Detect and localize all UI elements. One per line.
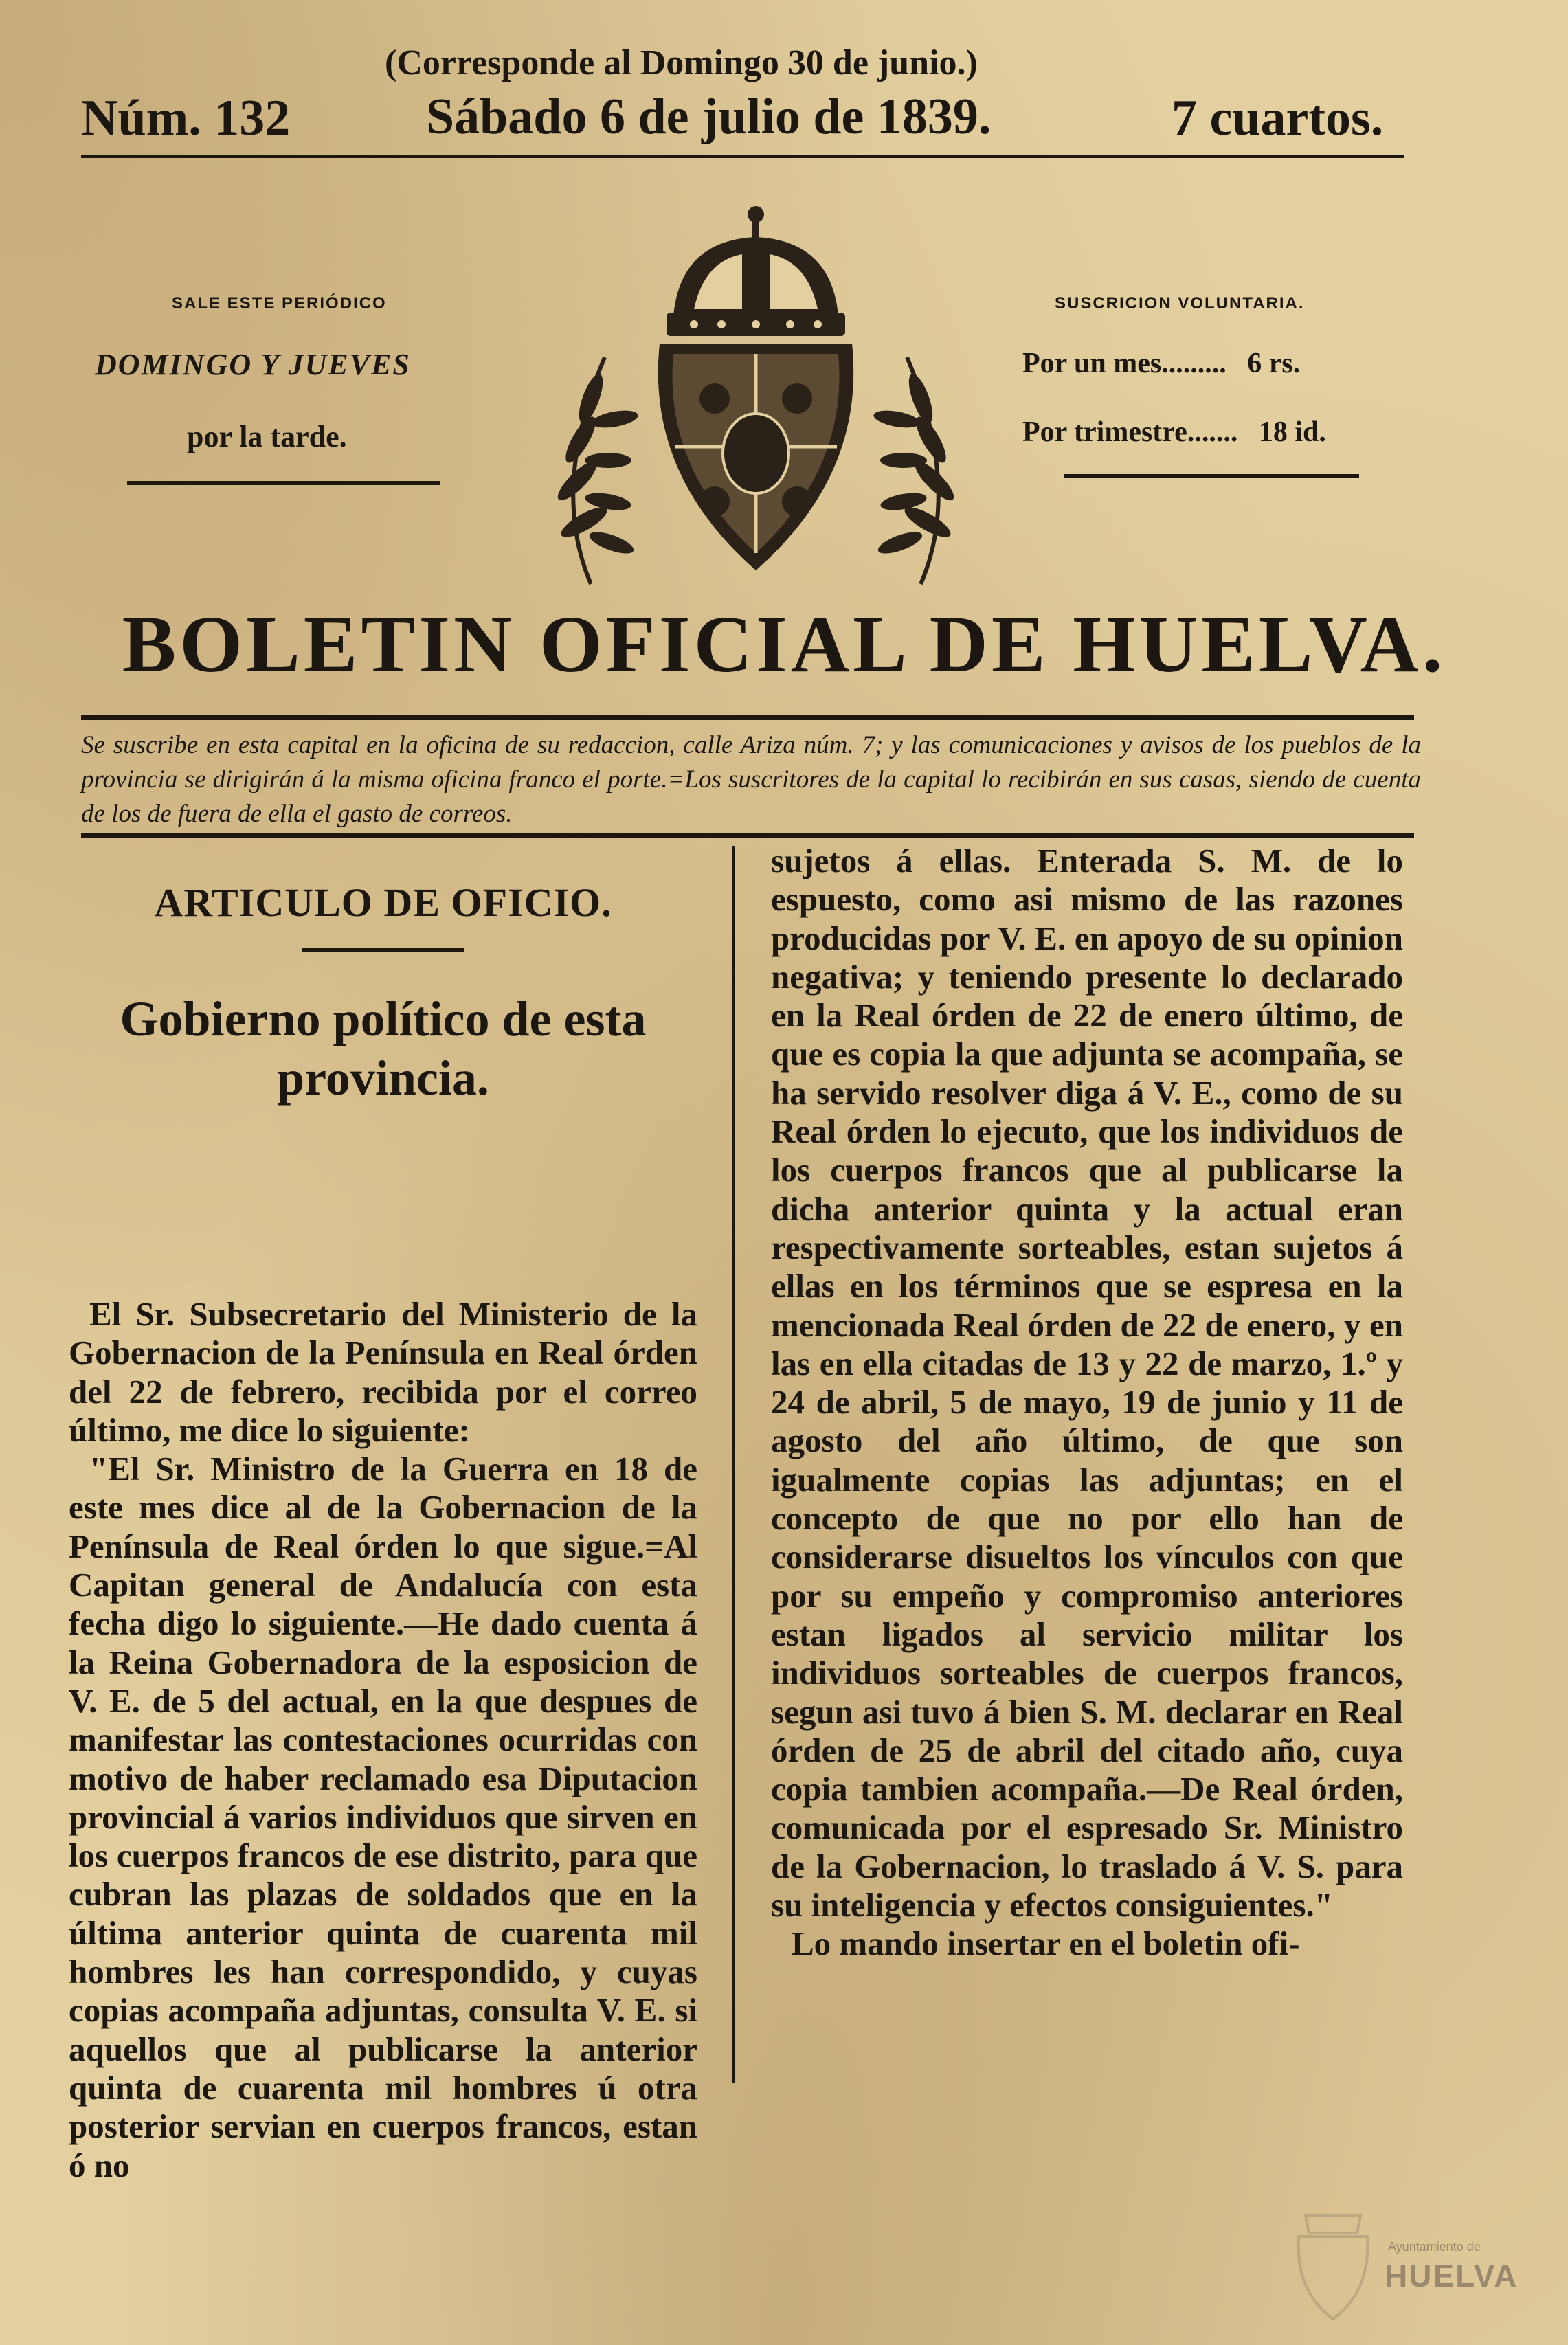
price-quarter-value: 18 id. [1258, 416, 1326, 448]
watermark-subtitle: Ayuntamiento de [1388, 2240, 1481, 2254]
article-rule [302, 948, 464, 952]
paragraph: "El Sr. Ministro de la Guerra en 18 de este mes dice al de la Gobernacion de la Península de Real órden lo que sigue.=Al Capitan general de Andalucía con esta fecha digo lo siguiente.—He dado cuenta á la Reina Gobernadora de la esposicion de V. E. de 5 del actual, en la que despues de manifestar las contestaciones ocurridas con motivo de haber reclamado esa Diputacion provincial á varios individuos que sirven en los cuerpos francos de ese distrito, para que cubran las plazas de soldados que en la última anterior quinta de cuarenta mil hombres les han correspondido, y cuyas copias acompaña adjuntas, consulta V. E. si aquellos que al publicarse la anterior quinta de cuarenta mil hombres ú otra posterior servian en cuerpos francos, estan ó no [69, 1450, 697, 2184]
issue-price: 7 cuartos. [1172, 90, 1384, 146]
section-heading: Gobierno político de esta provincia. [120, 991, 647, 1106]
left-column [69, 1295, 697, 2185]
price-month-label: Por un mes......... [1022, 348, 1227, 379]
issue-date: Sábado 6 de julio de 1839. [426, 89, 992, 145]
header-rule [81, 155, 1404, 158]
price-month-row [1022, 347, 1300, 380]
subscription-notice: Se suscribe en esta capital en la oficina de su redaccion, calle Ariza núm. 7; y las comunicaciones y avisos de los pueblos de la provincia se dirigirán á la misma oficina franco el porte.=Los suscritores de la capital lo recibirán en sus casas, siendo de cuenta de los de fuera de ella el gasto de correos. [81, 731, 1421, 828]
price-month-value: 6 rs. [1247, 348, 1301, 379]
masthead-title: BOLETIN OFICIAL DE HUELVA. [122, 599, 1446, 689]
sale-label: SALE ESTE PERIÓDICO [172, 294, 387, 313]
paragraph: sujetos á ellas. Enterada S. M. de lo espuesto, como asi mismo de las razones producidas por V. E. en apoyo de su opinion negativa; y teniendo presente lo declarado en la Real órden de 22 de enero último, de que es copia la que adjunta se acompaña, se ha servido resolver diga á V. E., como de su Real órden lo ejecuto, que los individuos de los cuerpos francos que al publicarse la dicha anterior quinta y la actual eran respectivamente sorteables, estan sujetos á ellas en los términos que se espresa en la mencionada Real órden de 22 de enero, y en las en ella citadas de 13 y 22 de marzo, 1.º y 24 de abril, 5 de mayo, 19 de junio y 11 de agosto del año último, de que son igualmente copias las adjuntas; en el concepto de que no por ello han de considerarse disueltos los vínculos con que por su empeño y compromiso anteriores estan ligados al servicio militar los individuos sorteables de cuerpos francos, segun asi tuvo á bien S. M. declarar en Real órden de 25 de abril del citado año, cuya copia tambien acompaña.—De Real órden, comunicada por el espresado Sr. Ministro de la Gobernacion, lo traslado á V. S. para su inteligencia y efectos consiguientes." [771, 842, 1403, 1925]
publication-time: por la tarde. [187, 420, 347, 453]
notice-rule [81, 833, 1414, 838]
corresponde-line: (Corresponde al Domingo 30 de junio.) [385, 43, 978, 82]
right-box-rule [1064, 474, 1359, 478]
subscription-title: SUSCRICION VOLUNTARIA. [1055, 294, 1305, 313]
coat-of-arms-icon [508, 199, 1003, 605]
publication-days: DOMINGO Y JUEVES [95, 348, 411, 381]
price-quarter-label: Por trimestre....... [1022, 416, 1238, 448]
paragraph: Lo mando insertar en el boletin ofi- [792, 1925, 1300, 1963]
watermark-name: HUELVA [1385, 2258, 1519, 2293]
price-quarter-row [1022, 416, 1326, 449]
article-heading: ARTICULO DE OFICIO. [154, 880, 612, 925]
paragraph: El Sr. Subsecretario del Ministerio de la Gobernacion de la Península en Real órden del 22 de febrero, recibida por el correo último, me dice lo siguiente: [69, 1295, 697, 1449]
column-divider [732, 846, 735, 2083]
left-box-rule [127, 481, 440, 485]
issue-number: Núm. 132 [81, 90, 291, 146]
masthead-rule [81, 715, 1414, 720]
right-column [771, 842, 1403, 1964]
